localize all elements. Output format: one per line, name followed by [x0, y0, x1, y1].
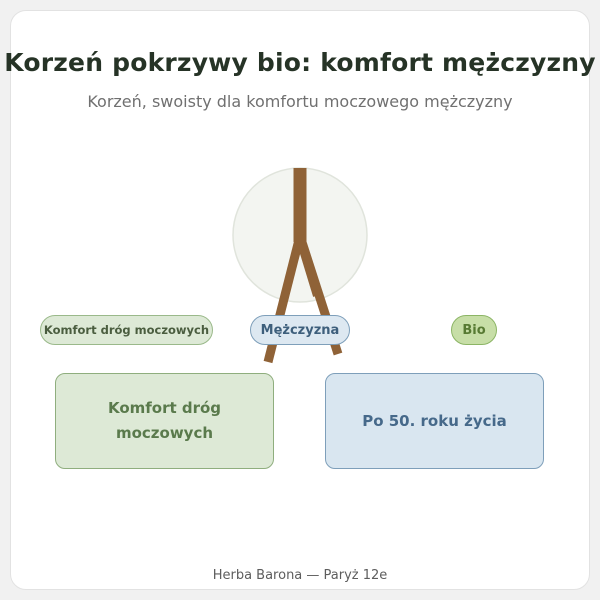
page-title: Korzeń pokrzywy bio: komfort mężczyzny: [4, 48, 596, 77]
tag-mezczyzna: Mężczyzna: [250, 315, 350, 345]
tag-bio: Bio: [451, 315, 497, 345]
page-subtitle: Korzeń, swoisty dla komfortu moczowego mężczyzny: [87, 92, 513, 111]
card-po-50: Po 50. roku życia: [325, 373, 544, 469]
tag-komfort: Komfort dróg moczowych: [40, 315, 213, 345]
card-komfort: Komfort dróg moczowych: [55, 373, 274, 469]
footer-text: Herba Barona — Paryż 12e: [212, 568, 388, 583]
